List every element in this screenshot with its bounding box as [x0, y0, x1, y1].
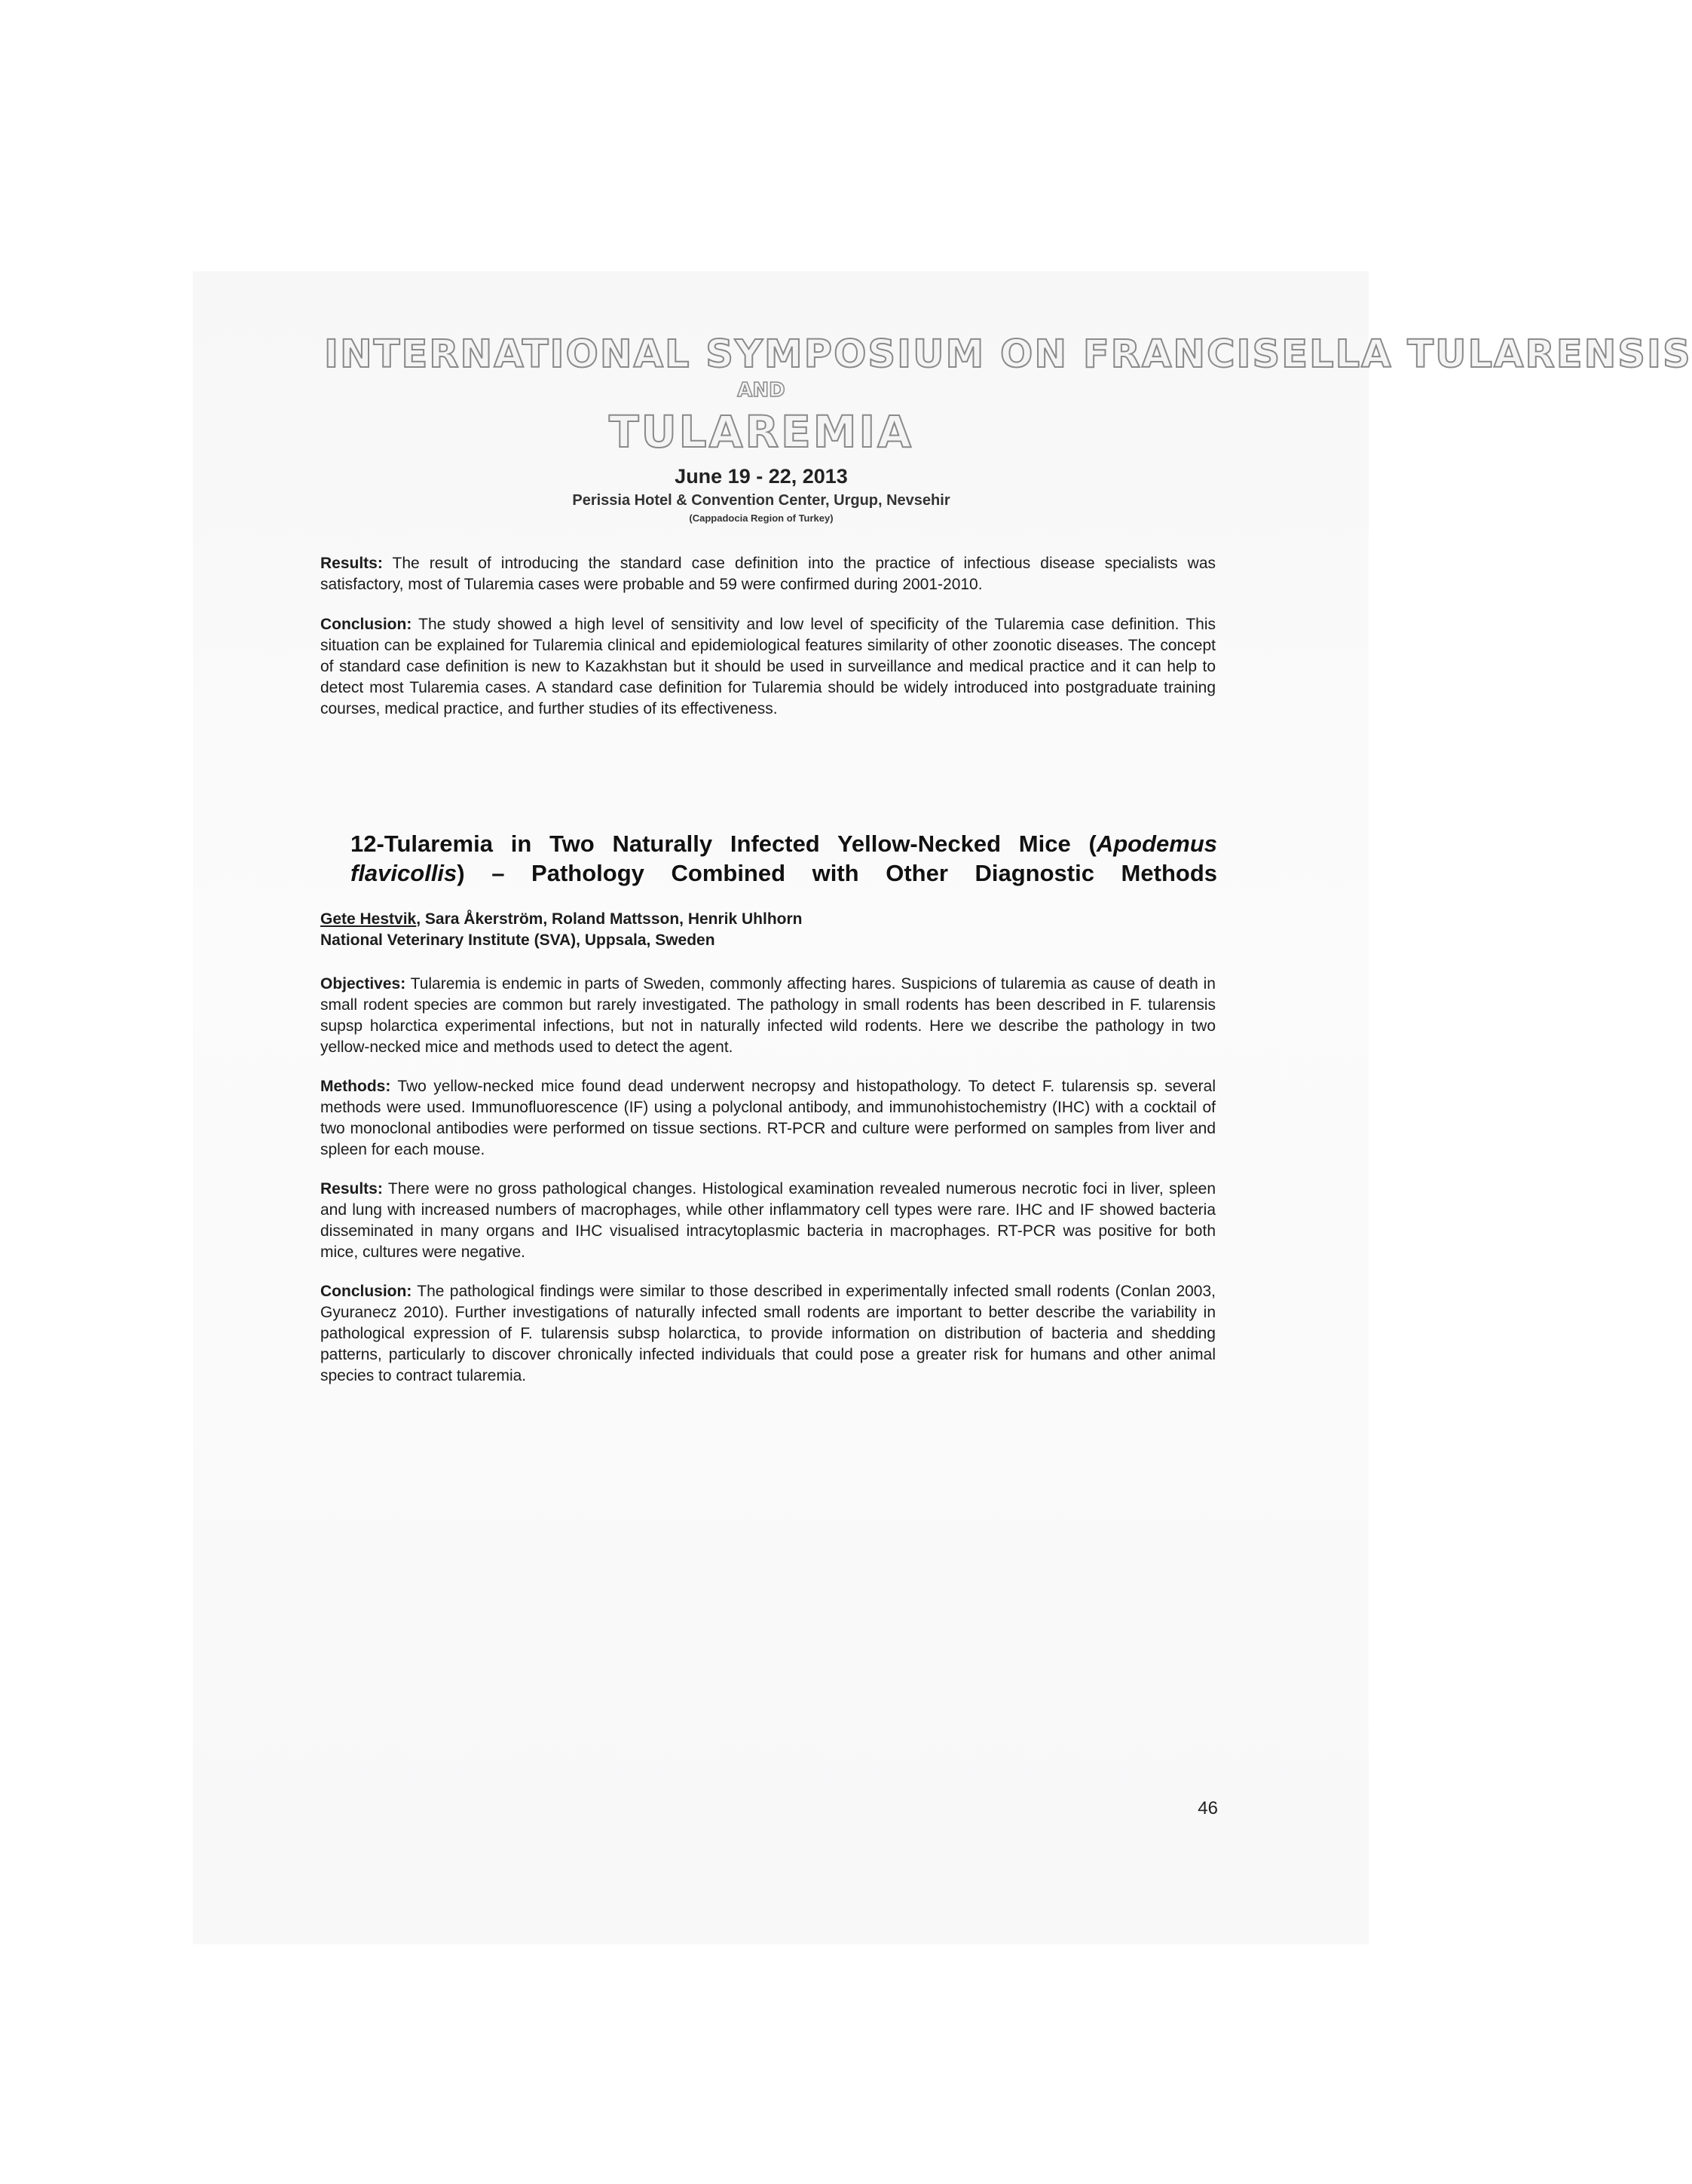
title-species: Apodemus flavicollis	[350, 830, 1217, 886]
institution: National Veterinary Institute (SVA), Uppsala, Sweden	[320, 931, 715, 949]
header-date: June 19 - 22, 2013	[675, 465, 848, 488]
results-label: Results:	[320, 1180, 383, 1198]
co-authors: , Sara Åkerström, Roland Mattsson, Henrik Uhlhorn	[416, 910, 803, 928]
methods-label: Methods:	[320, 1078, 391, 1095]
prev-results	[320, 553, 1216, 595]
header-tularemia: TULAREMIA	[609, 406, 913, 457]
objectives-paragraph	[320, 974, 1216, 1058]
conclusion-label: Conclusion:	[320, 1283, 412, 1300]
page-number: 46	[1198, 1798, 1218, 1818]
prev-conclusion-label: Conclusion:	[320, 616, 412, 633]
symposium-header	[324, 332, 1692, 526]
objectives-text: Tularemia is endemic in parts of Sweden, commonly affecting hares. Suspicions of tularemia as cause of death in small rodent species are common but rarely investigated. The pathology in small rodents has been described in F. tularensis supsp holarctica experimental infections, but not in naturally infected wild rodents. Here we describe the pathology in two yellow-necked mice and methods used to detect the agent.	[320, 975, 1216, 1056]
methods-text: Two yellow-necked mice found dead underwent necropsy and histopathology. To detect F. tularensis sp. several methods were used. Immunofluorescence (IF) using a polyclonal antibody, and immunohistochemistry (IHC) with a cocktail of two monoclonal antibodies were performed on tissue sections. RT-PCR and culture were performed on samples from liver and spleen for each mouse.	[320, 1078, 1216, 1158]
objectives-label: Objectives:	[320, 975, 406, 993]
prev-results-label: Results:	[320, 555, 383, 572]
prev-results-text: The result of introducing the standard case definition into the practice of infectious disease specialists was satisfactory, most of Tularemia cases were probable and 59 were confirmed during 2001-2010.	[320, 555, 1216, 593]
header-region: (Cappadocia Region of Turkey)	[689, 512, 834, 524]
authors-block	[320, 909, 803, 951]
title-part2: ) – Pathology Combined with Other Diagnostic Methods	[457, 860, 1217, 886]
header-line1: INTERNATIONAL SYMPOSIUM ON FRANCISELLA TULARENSIS	[324, 332, 1692, 377]
abstract-title-line1	[350, 829, 1217, 888]
results-paragraph	[320, 1179, 1216, 1263]
title-part1: 12-Tularemia in Two Naturally Infected Yellow-Necked Mice (	[350, 830, 1097, 857]
header-and: AND	[737, 379, 785, 402]
methods-paragraph	[320, 1076, 1216, 1161]
header-venue: Perissia Hotel & Convention Center, Urgup, Nevsehir	[572, 492, 950, 509]
conclusion-paragraph	[320, 1281, 1216, 1387]
results-text: There were no gross pathological changes. Histological examination revealed numerous necrotic foci in liver, spleen and lung with increased numbers of macrophages, while other inflammatory cell types were rare. IHC and IF showed bacteria disseminated in many organs and IHC visualised intracytoplasmic bacteria in macrophages. RT-PCR was positive for both mice, cultures were negative.	[320, 1180, 1216, 1261]
presenting-author: Gete Hestvik	[320, 910, 417, 928]
prev-conclusion	[320, 614, 1216, 720]
conclusion-text: The pathological findings were similar to those described in experimentally infected small rodents (Conlan 2003, Gyuranecz 2010). Further investigations of naturally infected small rodents are important to better describe the variability in pathological expression of F. tularensis subsp holarctica, to provide information on distribution of bacteria and shedding patterns, particularly to discover chronically infected individuals that could pose a greater risk for humans and other animal species to contract tularemia.	[320, 1283, 1216, 1384]
abstract-title	[350, 829, 1217, 888]
prev-conclusion-text: The study showed a high level of sensitivity and low level of specificity of the Tularemia case definition. This situation can be explained for Tularemia clinical and epidemiological features similarity of other zoonotic diseases. The concept of standard case definition is new to Kazakhstan but it should be used in surveillance and medical practice and it can help to detect most Tularemia cases. A standard case definition for Tularemia should be widely introduced into postgraduate training courses, medical practice, and further studies of its effectiveness.	[320, 616, 1216, 717]
